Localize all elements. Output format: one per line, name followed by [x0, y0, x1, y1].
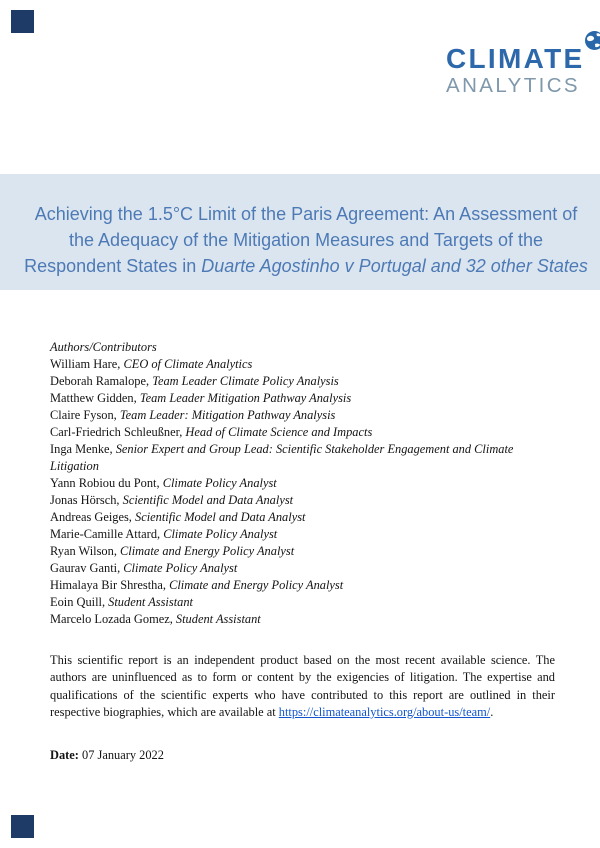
- author-name: Deborah Ramalope,: [50, 374, 153, 388]
- author-line: [50, 390, 558, 407]
- author-line: [50, 373, 558, 390]
- author-line: [50, 441, 558, 475]
- globe-icon: [585, 31, 600, 50]
- author-line: [50, 492, 558, 509]
- date-label: Date:: [50, 748, 79, 762]
- disclaimer-paragraph: [50, 652, 555, 721]
- author-line: [50, 475, 558, 492]
- author-role: CEO of Climate Analytics: [123, 357, 253, 371]
- disclaimer-text: This scientific report is an independent product based on the most recent available science. The authors are uninfluenced as to form or content by the exigencies of litigation. The expertise and qualifications of the scientific experts who have contributed to this report are outlined in their respective biographies, which are available at: [50, 653, 555, 719]
- author-line: [50, 594, 558, 611]
- title-line-3-case-name: Duarte Agostinho v Portugal and 32 other States: [201, 256, 588, 276]
- climate-analytics-logo: [446, 44, 584, 97]
- logo-word-analytics: ANALYTICS: [446, 74, 580, 97]
- date-value: 07 January 2022: [78, 748, 164, 762]
- title-banner: [0, 174, 600, 290]
- disclaimer-period: .: [490, 704, 494, 719]
- corner-square-top-left: [11, 10, 34, 33]
- author-name: Ryan Wilson,: [50, 544, 121, 558]
- author-line: [50, 526, 558, 543]
- author-line: [50, 407, 558, 424]
- author-role: Team Leader: Mitigation Pathway Analysis: [119, 408, 336, 422]
- author-line: [50, 577, 558, 594]
- title-line-1: Achieving the 1.5°C Limit of the Paris Agreement: An Assessment of: [34, 204, 578, 224]
- date-line: [50, 748, 164, 763]
- author-role: Scientific Model and Data Analyst: [122, 493, 294, 507]
- author-name: Marie-Camille Attard,: [50, 527, 164, 541]
- author-line: [50, 424, 558, 441]
- author-name: Jonas Hörsch,: [50, 493, 123, 507]
- authors-list: [50, 356, 558, 628]
- author-role: Climate Policy Analyst: [163, 527, 278, 541]
- author-name: Gaurav Ganti,: [50, 561, 124, 575]
- author-line: [50, 356, 558, 373]
- author-name: Inga Menke,: [50, 442, 116, 456]
- title-line-3: [0, 253, 600, 279]
- author-line: [50, 543, 558, 560]
- corner-square-bottom-left: [11, 815, 34, 838]
- author-role: Team Leader Climate Policy Analysis: [152, 374, 339, 388]
- author-role: Senior Expert and Group Lead: Scientific Stakeholder Engagement and Climate Litigation: [50, 442, 514, 473]
- author-name: Andreas Geiges,: [50, 510, 135, 524]
- author-name: Himalaya Bir Shrestha,: [50, 578, 170, 592]
- author-role: Team Leader Mitigation Pathway Analysis: [139, 391, 352, 405]
- logo-word-climate: CLIMATE: [446, 43, 585, 74]
- author-role: Climate and Energy Policy Analyst: [120, 544, 295, 558]
- report-title: [0, 201, 600, 279]
- author-role: Scientific Model and Data Analyst: [135, 510, 306, 524]
- author-name: Claire Fyson,: [50, 408, 120, 422]
- title-line-3-regular: Respondent States in: [24, 256, 202, 276]
- author-role: Climate Policy Analyst: [123, 561, 238, 575]
- author-line: [50, 509, 558, 526]
- title-line-2: the Adequacy of the Mitigation Measures and Targets of the: [69, 230, 543, 250]
- author-name: Yann Robiou du Pont,: [50, 476, 163, 490]
- author-name: Eoin Quill,: [50, 595, 109, 609]
- authors-section: [50, 339, 558, 628]
- author-role: Climate and Energy Policy Analyst: [169, 578, 344, 592]
- author-line: [50, 560, 558, 577]
- author-name: Matthew Gidden,: [50, 391, 140, 405]
- author-name: William Hare,: [50, 357, 124, 371]
- author-role: Climate Policy Analyst: [162, 476, 277, 490]
- team-page-link[interactable]: https://climateanalytics.org/about-us/team/: [278, 704, 491, 719]
- author-name: Carl-Friedrich Schleußner,: [50, 425, 186, 439]
- author-line: [50, 611, 558, 628]
- authors-heading: Authors/Contributors: [50, 340, 157, 354]
- author-role: Head of Climate Science and Impacts: [185, 425, 373, 439]
- author-name: Marcelo Lozada Gomez,: [50, 612, 176, 626]
- author-role: Student Assistant: [108, 595, 193, 609]
- author-role: Student Assistant: [175, 612, 261, 626]
